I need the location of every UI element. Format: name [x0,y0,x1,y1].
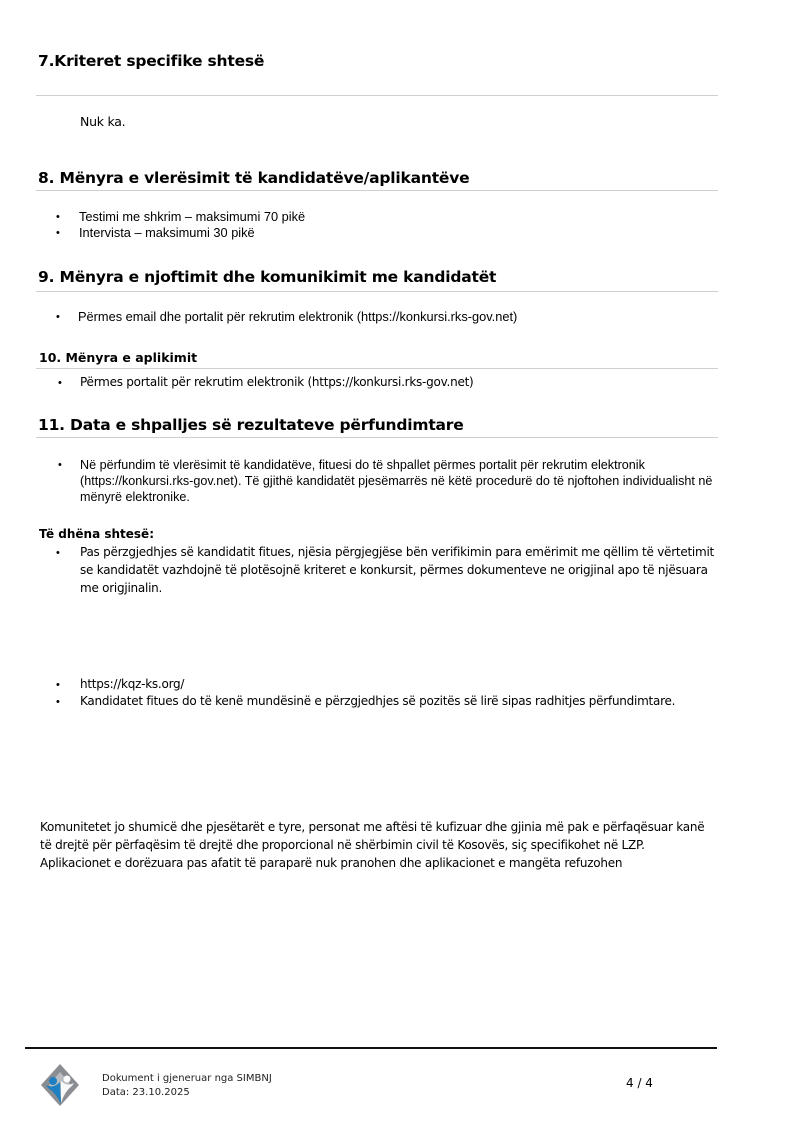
page-number: 4 / 4 [626,1076,653,1090]
section-9-title: 9. Mënyra e njoftimit dhe komunikimit me kandidatët [38,268,497,286]
bullet-icon: • [56,547,60,559]
closing-line-3: Aplikacionet e dorëzuara pas afatit të paraparë nuk pranohen dhe aplikacionet e mangëta refuzohen [40,856,623,870]
section-8-title: 8. Mënyra e vlerësimit të kandidatëve/aplikantëve [38,169,470,187]
section-10-title: 10. Mënyra e aplikimit [39,350,198,365]
list-item: Intervista – maksimumi 30 pikë [79,225,255,240]
list-item: Pas përzgjedhjes së kandidatit fitues, njësia përgjegjëse bën verifikimin para emërimit me qëllim të vërtetimit se kandidatët vazhdojnë të plotësojnë kriteret e konkursit, përmes dokumenteve ne origjinal apo të njësuara me origjinalin. [80,545,714,595]
bullet-icon: • [56,211,60,223]
section-7-body: Nuk ka. [80,114,126,129]
section-8-divider [36,190,718,191]
bullet-icon: • [58,377,62,389]
section-11-title: 11. Data e shpalljes së rezultateve përfundimtare [38,416,464,434]
closing-line-2: të drejtë për përfaqësim të drejtë dhe proporcional në shërbimin civil të Kosovës, siç specifikohet në LZP. [40,838,645,852]
bullet-icon: • [56,227,60,239]
list-item: Kandidatet fitues do të kenë mundësinë e përzgjedhjes së pozitës së lirë sipas radhitjes përfundimtare. [80,694,676,708]
simbnj-logo-icon [40,1063,80,1107]
list-item: Përmes portalit për rekrutim elektronik (https://konkursi.rks-gov.net) [80,375,474,389]
list-item: Në përfundim të vlerësimit të kandidatëve, fituesi do të shpallet përmes portalit për rekrutim elektronik (https://konkursi.rks-gov.net). Të gjithë kandidatët pjesëmarrës në këtë procedurë do të njoftohen individualisht në mënyrë elektronike. [80,458,713,504]
bullet-icon: • [58,459,62,471]
footer-date: Data: 23.10.2025 [102,1087,190,1098]
additional-info-title: Të dhëna shtesë: [39,527,154,541]
footer-divider [25,1047,717,1049]
closing-line-1: Komunitetet jo shumicë dhe pjesëtarët e tyre, personat me aftësi të kufizuar dhe gjinia më pak e përfaqësuar kanë [40,820,705,834]
section-9-divider [36,291,718,292]
bullet-icon: • [56,311,60,323]
section-10-divider [36,368,718,369]
section-11-divider [36,437,718,438]
list-item: Përmes email dhe portalit për rekrutim elektronik (https://konkursi.rks-gov.net) [78,309,518,324]
list-item: Testimi me shkrim – maksimumi 70 pikë [79,209,306,224]
bullet-icon: • [56,679,60,691]
bullet-icon: • [56,696,60,708]
section-7-title: 7.Kriteret specifike shtesë [38,52,265,70]
footer-generated-by: Dokument i gjeneruar nga SIMBNJ [102,1073,272,1084]
section-7-divider [36,95,718,96]
kqz-link[interactable]: https://kqz-ks.org/ [80,677,185,691]
